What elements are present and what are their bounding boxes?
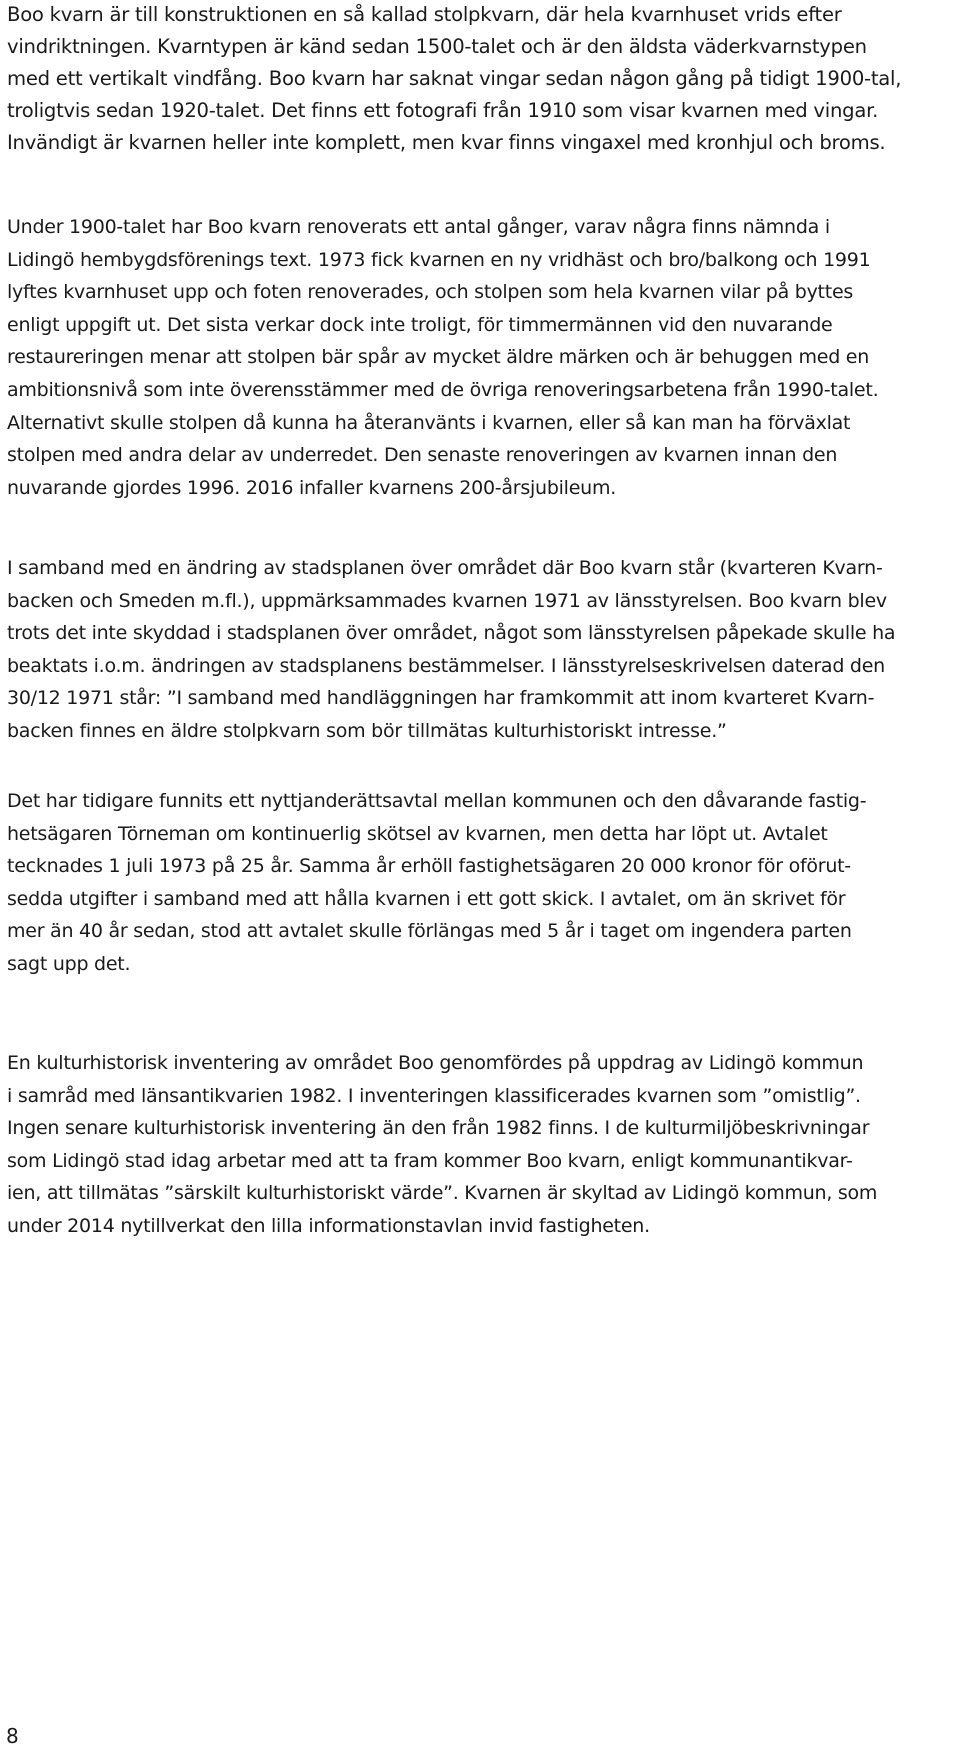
text-line: trots det inte skyddad i stadsplanen över området, något som länsstyrelsen påpekade skulle ha bbox=[7, 622, 896, 645]
paragraph-nyttjanderattsavtal bbox=[7, 785, 866, 981]
text-line: troligtvis sedan 1920-talet. Det finns ett fotografi från 1910 som visar kvarnen med vingar. bbox=[7, 99, 879, 122]
page-number: 8 bbox=[6, 1724, 19, 1748]
text-line: Invändigt är kvarnen heller inte komplett, men kvar finns vingaxel med kronhjul och broms. bbox=[7, 131, 886, 154]
text-line: backen och Smeden m.fl.), uppmärksammades kvarnen 1971 av länsstyrelsen. Boo kvarn blev bbox=[7, 589, 887, 612]
text-line: Boo kvarn är till konstruktionen en så kallad stolpkvarn, där hela kvarnhuset vrids efter bbox=[7, 3, 842, 26]
paragraph-stadsplan bbox=[7, 552, 895, 748]
text-line: mer än 40 år sedan, stod att avtalet skulle förlängas med 5 år i taget om ingendera parten bbox=[7, 920, 852, 943]
text-line: hetsägaren Törneman om kontinuerlig skötsel av kvarnen, men detta har löpt ut. Avtalet bbox=[7, 822, 828, 845]
text-line: En kulturhistorisk inventering av området Boo genomfördes på uppdrag av Lidingö kommun bbox=[7, 1052, 864, 1074]
text-line: sagt upp det. bbox=[7, 952, 131, 975]
text-line: lyftes kvarnhuset upp och foten renoverades, och stolpen som hela kvarnen vilar på byttes bbox=[7, 281, 854, 304]
text-line: Ingen senare kulturhistorisk inventering än den från 1982 finns. I de kulturmiljöbeskrivningar bbox=[7, 1117, 870, 1140]
paragraph-stolpkvarn-description bbox=[7, 0, 901, 159]
text-line: stolpen med andra delar av underredet. Den senaste renoveringen av kvarnen innan den bbox=[7, 444, 838, 467]
text-line: backen finnes en äldre stolpkvarn som bör tillmätas kulturhistoriskt intresse.” bbox=[7, 719, 727, 742]
text-line: ien, att tillmätas ”särskilt kulturhistoriskt värde”. Kvarnen är skyltad av Lidingö kommun, som bbox=[7, 1182, 878, 1205]
text-line: restaureringen menar att stolpen bär spår av mycket äldre märken och är behuggen med en bbox=[7, 346, 870, 369]
text-line: sedda utgifter i samband med att hålla kvarnen i ett gott skick. I avtalet, om än skrivet för bbox=[7, 887, 846, 910]
text-line: I samband med en ändring av stadsplanen över området där Boo kvarn står (kvarteren Kvarn- bbox=[7, 557, 883, 579]
text-line: ambitionsnivå som inte överensstämmer med de övriga renoveringsarbetena från 1990-talet. bbox=[7, 378, 879, 401]
text-line: under 2014 nytillverkat den lilla informationstavlan invid fastigheten. bbox=[7, 1214, 650, 1237]
text-line: enligt uppgift ut. Det sista verkar dock inte troligt, för timmermännen vid den nuvarande bbox=[7, 313, 833, 336]
text-line: vindriktningen. Kvarntypen är känd sedan 1500-talet och är den äldsta väderkvarnstypen bbox=[7, 35, 867, 58]
paragraph-renovation-history bbox=[7, 211, 878, 504]
text-line: med ett vertikalt vindfång. Boo kvarn har saknat vingar sedan någon gång på tidigt 1900-tal, bbox=[7, 67, 902, 90]
text-line: tecknades 1 juli 1973 på 25 år. Samma år erhöll fastighetsägaren 20 000 kronor för oförut- bbox=[7, 855, 851, 878]
text-line: i samråd med länsantikvarien 1982. I inventeringen klassificerades kvarnen som ”omistlig”. bbox=[7, 1084, 861, 1107]
text-line: beaktats i.o.m. ändringen av stadsplanens bestämmelser. I länsstyrelseskrivelsen daterad den bbox=[7, 654, 885, 677]
text-line: Under 1900-talet har Boo kvarn renoverats ett antal gånger, varav några finns nämnda i bbox=[7, 216, 830, 238]
text-line: Det har tidigare funnits ett nyttjanderättsavtal mellan kommunen och den dåvarande fastig- bbox=[7, 790, 867, 812]
text-line: nuvarande gjordes 1996. 2016 infaller kvarnens 200-årsjubileum. bbox=[7, 476, 616, 499]
text-line: som Lidingö stad idag arbetar med att ta fram kommer Boo kvarn, enligt kommunantikvar- bbox=[7, 1149, 853, 1172]
text-line: Lidingö hembygdsförenings text. 1973 fick kvarnen en ny vridhäst och bro/balkong och 1991 bbox=[7, 248, 871, 271]
text-line: 30/12 1971 står: ”I samband med handläggningen har framkommit att inom kvarteret Kvarn- bbox=[7, 687, 875, 710]
text-line: Alternativt skulle stolpen då kunna ha återanvänts i kvarnen, eller så kan man ha förväxlat bbox=[7, 411, 851, 434]
paragraph-kulturhistorisk-inventering bbox=[7, 1047, 877, 1243]
